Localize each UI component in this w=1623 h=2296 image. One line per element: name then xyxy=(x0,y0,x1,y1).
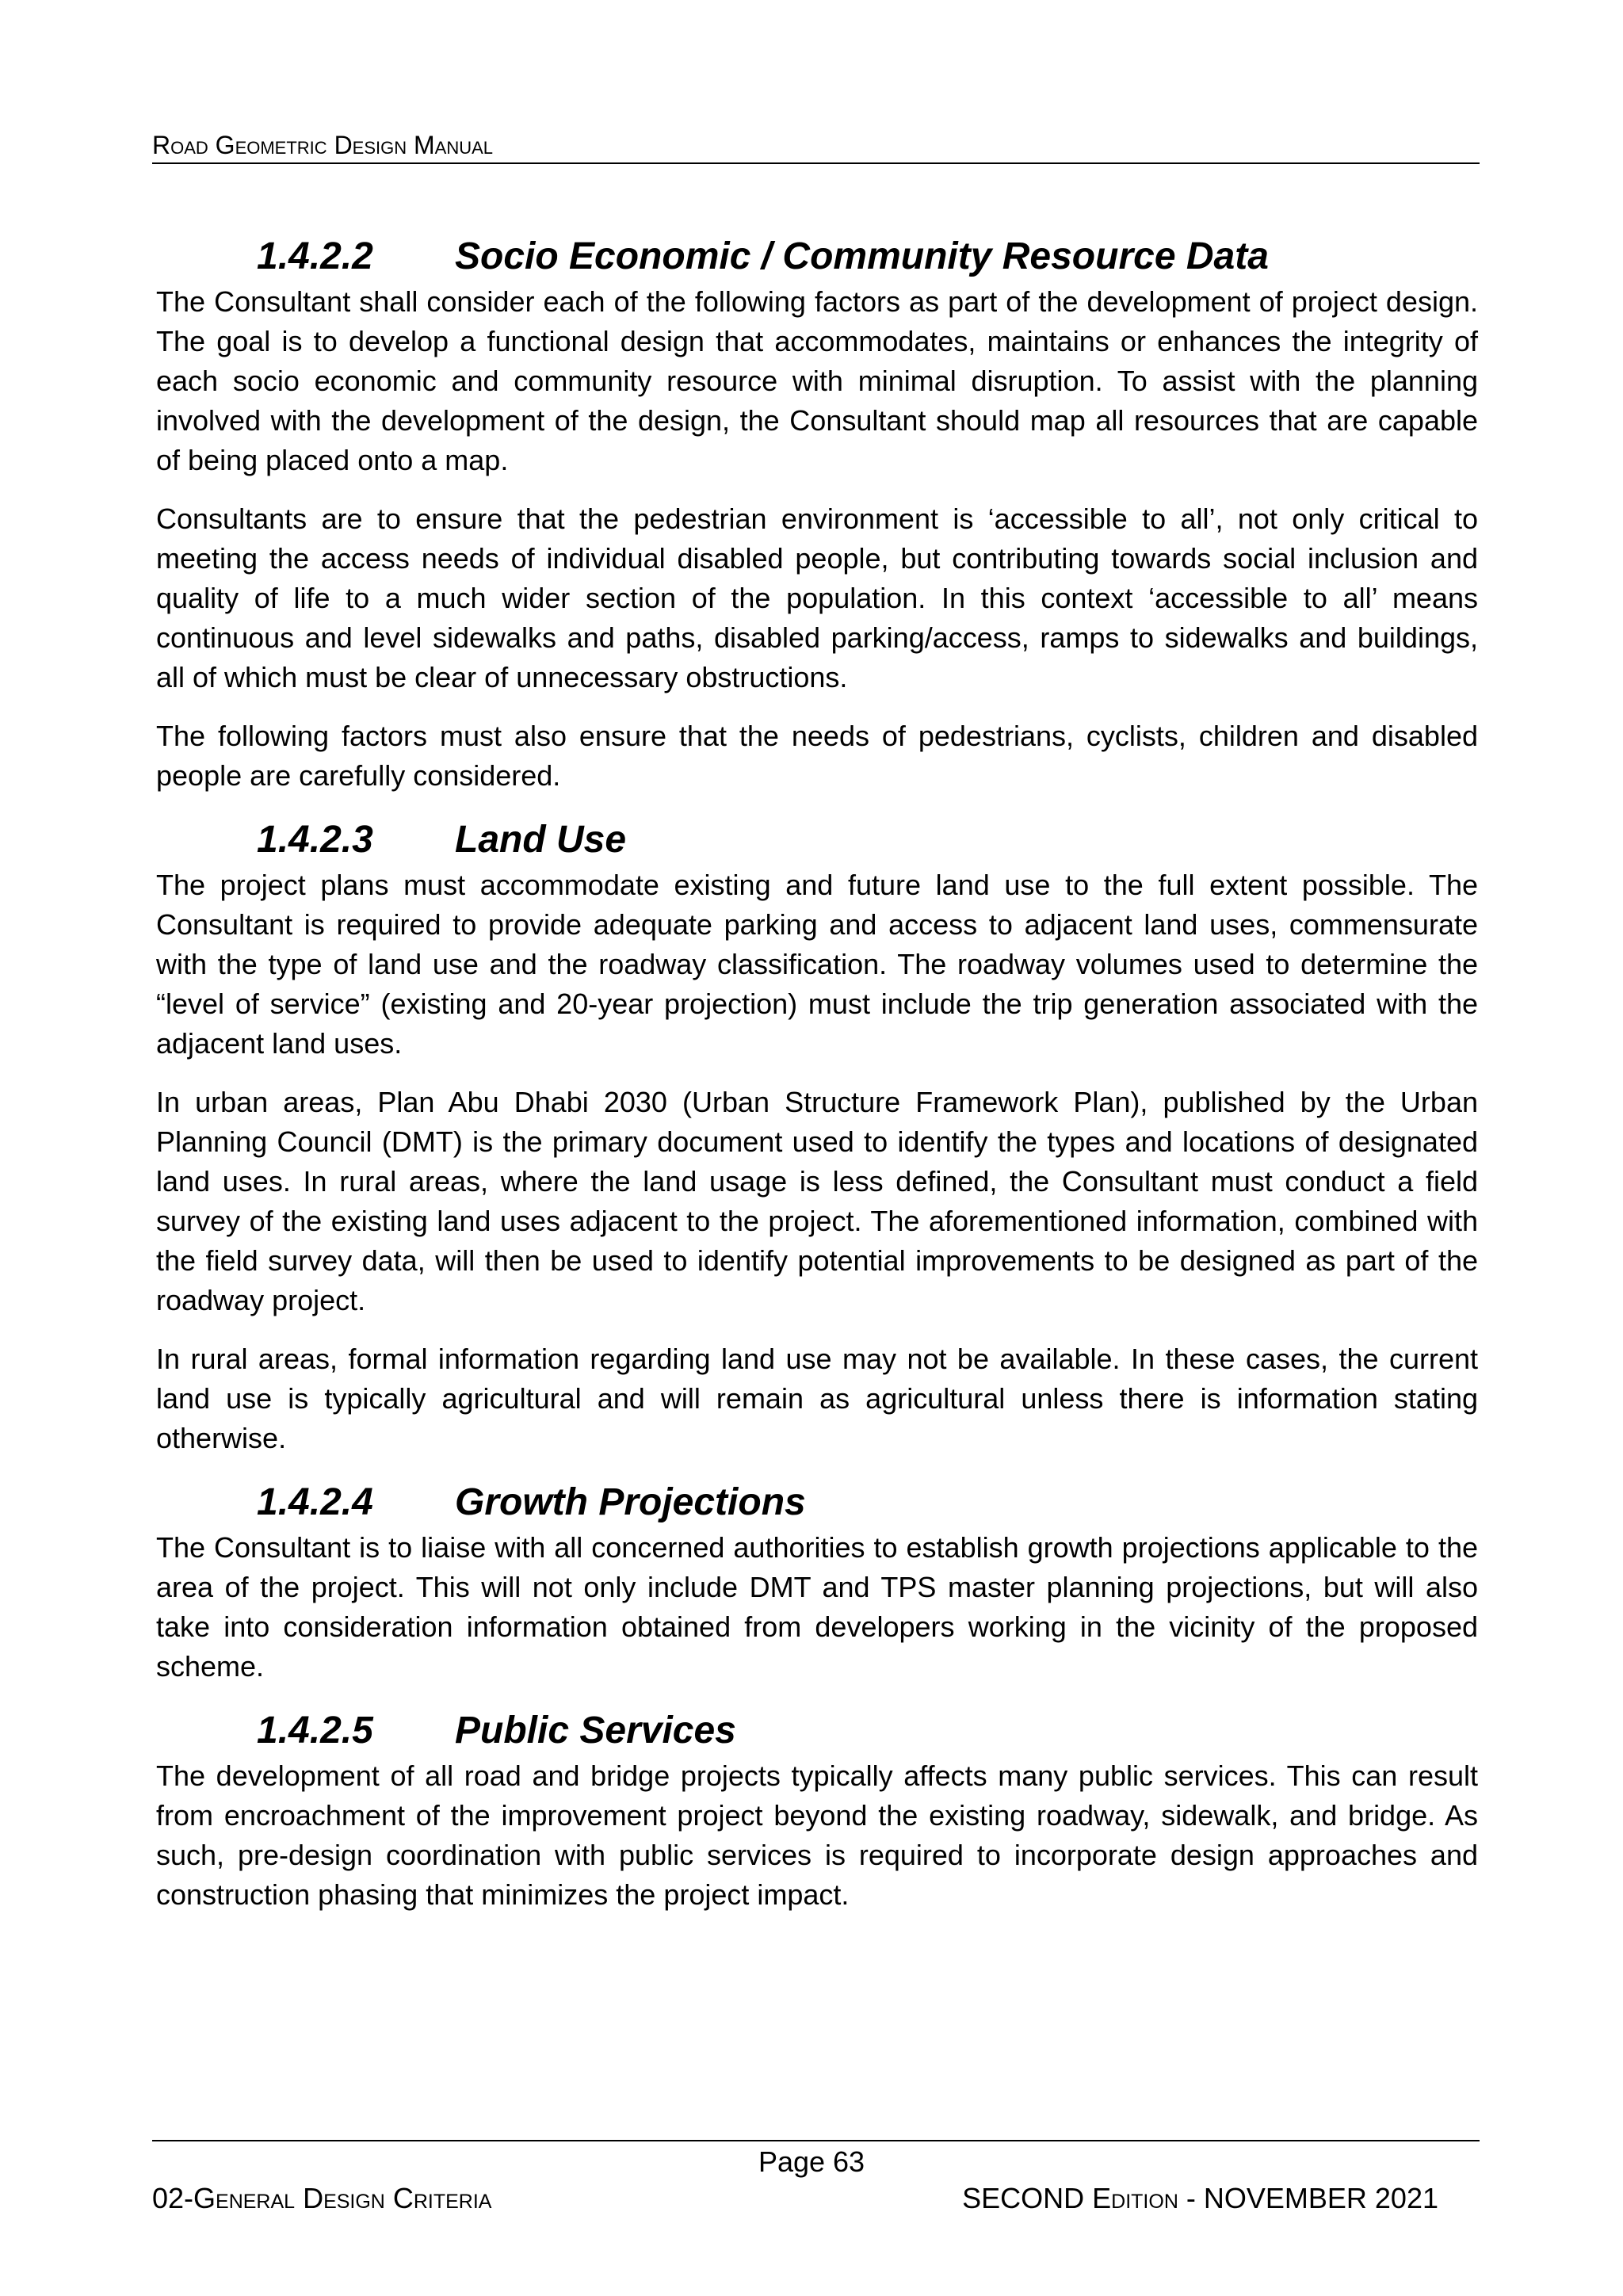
section-number: 1.4.2.3 xyxy=(257,819,373,861)
section-growth-projections xyxy=(156,1477,1478,1687)
section-heading xyxy=(156,1477,1478,1528)
section-title: Socio Economic / Community Resource Data xyxy=(455,235,1269,277)
section-title: Public Services xyxy=(455,1710,736,1752)
section-socio-economic xyxy=(156,231,1478,796)
section-number: 1.4.2.2 xyxy=(257,235,373,277)
section-land-use xyxy=(156,815,1478,1458)
section-heading xyxy=(156,815,1478,865)
paragraph: Consultants are to ensure that the pedestrian environment is ‘accessible to all’, not only critical to meeting the access needs of individual disabled people, but contributing towards social inclusion and quality of life to a much wider section of the population. In this context ‘accessible to all’ means continuous and level sidewalks and paths, disabled parking/access, ramps to sidewalks and buildings, all of which must be clear of unnecessary obstructions. xyxy=(156,502,1478,693)
section-heading xyxy=(156,1706,1478,1756)
section-number: 1.4.2.5 xyxy=(257,1710,373,1752)
paragraph: In urban areas, Plan Abu Dhabi 2030 (Urban Structure Framework Plan), published by the Urban Planning Council (DMT) is the primary document used to identify the types and locations of designated land uses. In rural areas, where the land usage is less defined, the Consultant must conduct a field survey of the existing land uses adjacent to the project. The aforementioned information, combined with the field survey data, will then be used to identify potential improvements to be designed as part of the roadway project. xyxy=(156,1086,1478,1316)
paragraph: The Consultant is to liaise with all concerned authorities to establish growth projections applicable to the area of the project. This will not only include DMT and TPS master planning projections, but will also take into consideration information obtained from developers working in the vicinity of the proposed scheme. xyxy=(156,1531,1478,1683)
paragraph: In rural areas, formal information regarding land use may not be available. In these cases, the current land use is typically agricultural and will remain as agricultural unless there is information stating otherwise. xyxy=(156,1343,1478,1454)
paragraph: The development of all road and bridge projects typically affects many public services. This can result from encroachment of the improvement project beyond the existing roadway, sidewalk, and bridge. As such, pre-design coordination with public services is required to incorporate design approaches and construction phasing that minimizes the project impact. xyxy=(156,1759,1478,1911)
paragraph: The following factors must also ensure that the needs of pedestrians, cyclists, children and disabled people are carefully considered. xyxy=(156,720,1478,792)
paragraph: The Consultant shall consider each of the following factors as part of the development of project design. The goal is to develop a functional design that accommodates, maintains or enhances the integrity of each socio economic and community resource with minimal disruption. To assist with the planning involved with the development of the design, the Consultant should map all resources that are capable of being placed onto a map. xyxy=(156,285,1478,476)
footer-divider xyxy=(152,2140,1480,2141)
footer-chapter: 02-General Design Criteria xyxy=(152,2182,492,2214)
running-header: Road Geometric Design Manual xyxy=(152,129,1480,164)
section-title: Growth Projections xyxy=(455,1481,806,1523)
page-number: Page 63 xyxy=(758,2145,865,2178)
footer-edition: SECOND Edition - NOVEMBER 2021 xyxy=(962,2182,1438,2214)
section-heading xyxy=(156,231,1478,282)
section-public-services xyxy=(156,1706,1478,1915)
paragraph: The project plans must accommodate existing and future land use to the full extent possible. The Consultant is required to provide adequate parking and access to adjacent land uses, commensurate with the type of land use and the roadway classification. The roadway volumes used to determine the “level of service” (existing and 20-year projection) must include the trip generation associated with the adjacent land uses. xyxy=(156,869,1478,1060)
section-number: 1.4.2.4 xyxy=(257,1481,373,1523)
section-title: Land Use xyxy=(455,819,627,861)
page-content xyxy=(156,231,1478,1934)
